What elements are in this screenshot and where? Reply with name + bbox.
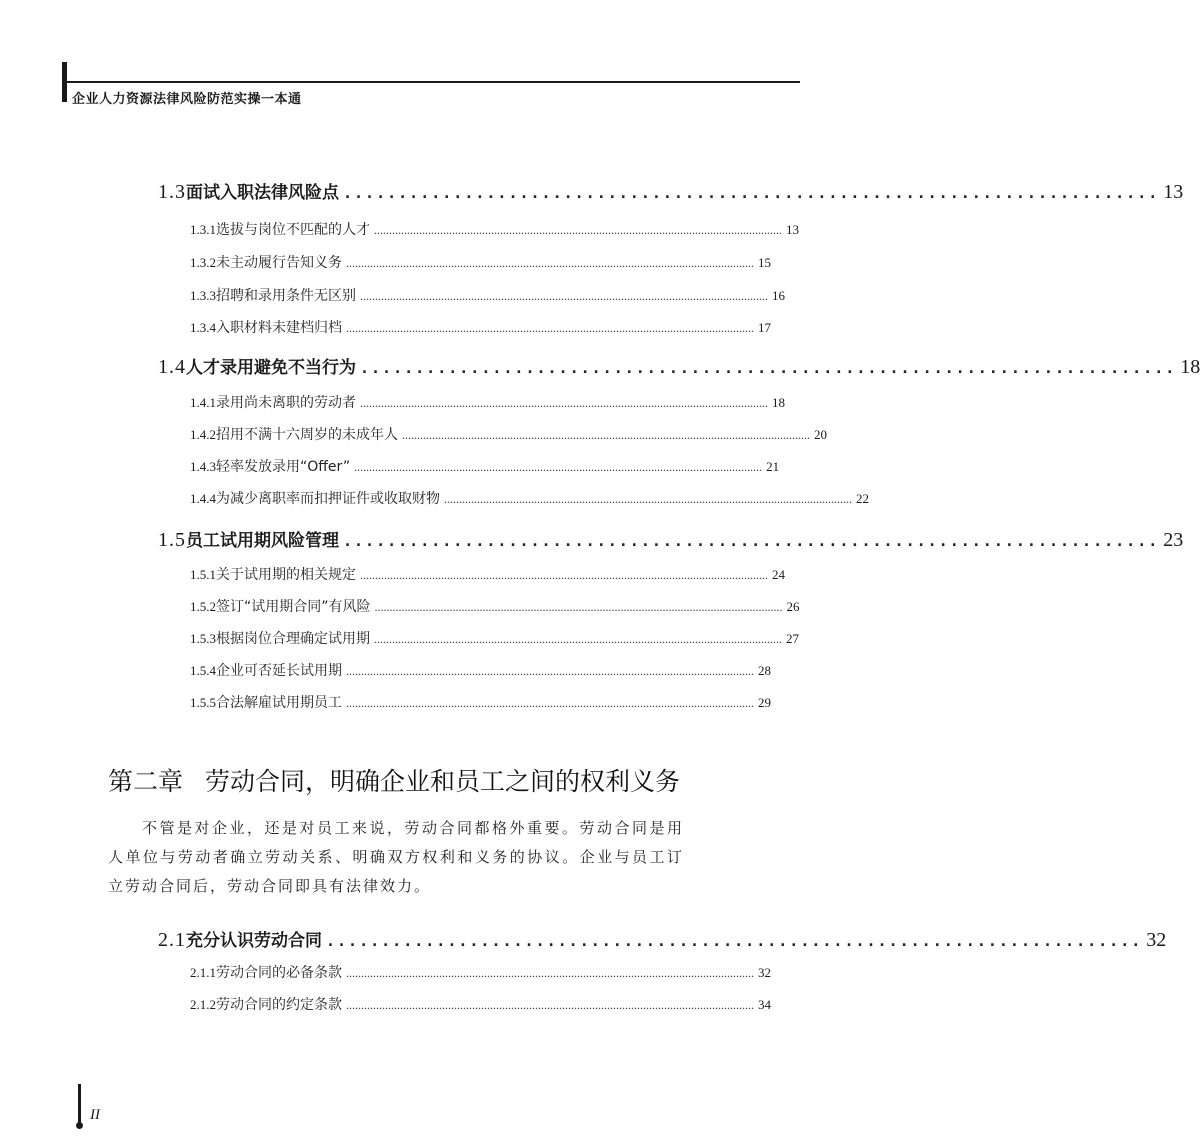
chapter-number: 第二章 — [108, 767, 184, 796]
toc-page: 16 — [772, 288, 785, 303]
toc-page: 18 — [772, 395, 785, 410]
toc-title: 签订“试用期合同”有风险 — [216, 599, 371, 615]
toc-title: 关于试用期的相关规定 — [216, 567, 356, 583]
toc-title: 员工试用期风险管理 — [186, 531, 339, 551]
footer-dot — [76, 1122, 83, 1129]
toc-leader: ........................................................................................................................................ — [374, 223, 782, 237]
toc-section-1-5-2[interactable] — [190, 596, 800, 616]
toc-number: 1.4.4 — [190, 491, 216, 506]
toc-page: 34 — [758, 997, 771, 1012]
toc-leader: .......................................................................... — [343, 184, 1160, 202]
toc-section-1-3-3[interactable] — [190, 285, 785, 305]
toc-page: 29 — [758, 695, 771, 710]
toc-leader: ........................................................................................................................................ — [402, 428, 810, 442]
toc-page: 32 — [1146, 929, 1167, 951]
toc-leader: ........................................................................................................................................ — [346, 321, 754, 335]
toc-leader: .......................................................................... — [360, 359, 1177, 377]
toc-title: 招用不满十六周岁的未成年人 — [216, 427, 398, 443]
toc-number: 2.1.2 — [190, 997, 216, 1012]
toc-leader: ........................................................................................................................................ — [360, 568, 768, 582]
toc-page: 13 — [1163, 181, 1184, 203]
toc-number: 1.4.3 — [190, 459, 216, 474]
toc-leader: ........................................................................................................................................ — [444, 492, 852, 506]
toc-page: 32 — [758, 965, 771, 980]
toc-number: 2.1 — [158, 929, 186, 951]
toc-section-1-3-2[interactable] — [190, 252, 771, 272]
toc-page: 23 — [1163, 529, 1184, 551]
page-number: II — [90, 1107, 100, 1123]
toc-title: 未主动履行告知义务 — [216, 255, 342, 271]
toc-number: 1.4.2 — [190, 427, 216, 442]
toc-section-1-4[interactable] — [158, 353, 1200, 379]
toc-number: 1.3 — [158, 181, 186, 203]
toc-number: 1.5.2 — [190, 599, 216, 614]
toc-section-2-1-2[interactable] — [190, 994, 771, 1014]
toc-section-1-4-2[interactable] — [190, 424, 827, 444]
toc-title: 录用尚未离职的劳动者 — [216, 395, 356, 411]
toc-leader: .......................................................................... — [326, 932, 1143, 950]
chapter-intro: 不管是对企业，还是对员工来说，劳动合同都格外重要。劳动合同是用人单位与劳动者确立劳动关系、明确双方权利和义务的协议。企业与员工订立劳动合同后，劳动合同即具有法律效力。 — [108, 819, 684, 895]
toc-title: 根据岗位合理确定试用期 — [216, 631, 370, 647]
toc-number: 1.5.4 — [190, 663, 216, 678]
running-header-title: 企业人力资源法律风险防范实操一本通 — [72, 92, 302, 107]
toc-leader: ........................................................................................................................................ — [354, 460, 763, 474]
toc-number: 1.3.1 — [190, 222, 216, 237]
toc-leader: ........................................................................................................................................ — [346, 256, 754, 270]
toc-section-1-3-4[interactable] — [190, 317, 771, 337]
toc-leader: ........................................................................................................................................ — [374, 600, 783, 614]
toc-number: 1.5 — [158, 529, 186, 551]
toc-section-1-3-1[interactable] — [190, 219, 799, 239]
toc-page: 22 — [856, 491, 869, 506]
toc-number: 1.3.3 — [190, 288, 216, 303]
toc-section-1-4-3[interactable] — [190, 456, 780, 476]
toc-number: 1.5.1 — [190, 567, 216, 582]
toc-leader: ........................................................................................................................................ — [346, 696, 754, 710]
toc-leader: ........................................................................................................................................ — [360, 396, 768, 410]
toc-leader: .......................................................................... — [343, 532, 1160, 550]
toc-section-2-1-1[interactable] — [190, 962, 771, 982]
toc-number: 2.1.1 — [190, 965, 216, 980]
toc-title: 面试入职法律风险点 — [186, 183, 339, 203]
toc-title: 轻率发放录用“Offer” — [216, 459, 351, 475]
toc-title: 招聘和录用条件无区别 — [216, 288, 356, 304]
toc-leader: ........................................................................................................................................ — [346, 998, 754, 1012]
toc-section-1-5[interactable] — [158, 526, 1184, 552]
toc-leader: ........................................................................................................................................ — [346, 966, 754, 980]
toc-page: 17 — [758, 320, 771, 335]
toc-number: 1.4.1 — [190, 395, 216, 410]
toc-page: 27 — [786, 631, 799, 646]
toc-title: 劳动合同的必备条款 — [216, 965, 342, 981]
chapter-heading[interactable] — [108, 762, 680, 798]
toc-section-1-5-4[interactable] — [190, 660, 771, 680]
toc-section-1-4-4[interactable] — [190, 488, 869, 508]
toc-number: 1.4 — [158, 356, 186, 378]
toc-section-1-3[interactable] — [158, 178, 1184, 204]
toc-number: 1.5.3 — [190, 631, 216, 646]
toc-page: 18 — [1180, 356, 1200, 378]
toc-leader: ........................................................................................................................................ — [360, 289, 768, 303]
toc-title: 充分认识劳动合同 — [186, 931, 322, 951]
toc-title: 选拔与岗位不匹配的人才 — [216, 222, 370, 238]
toc-page: 28 — [758, 663, 771, 678]
toc-page: 21 — [766, 459, 780, 474]
toc-title: 为减少离职率而扣押证件或收取财物 — [216, 491, 440, 507]
chapter-title: 劳动合同，明确企业和员工之间的权利义务 — [205, 767, 681, 796]
toc-title: 劳动合同的约定条款 — [216, 997, 342, 1013]
toc-title: 合法解雇试用期员工 — [216, 695, 342, 711]
toc-title: 人才录用避免不当行为 — [186, 358, 356, 378]
toc-section-1-5-3[interactable] — [190, 628, 799, 648]
toc-section-1-5-1[interactable] — [190, 564, 785, 584]
toc-page: 15 — [758, 255, 771, 270]
toc-page: 13 — [786, 222, 799, 237]
toc-title: 入职材料未建档归档 — [216, 320, 342, 336]
toc-page: 26 — [786, 599, 800, 614]
toc-page: 24 — [772, 567, 785, 582]
toc-section-1-4-1[interactable] — [190, 392, 785, 412]
toc-section-2-1[interactable] — [158, 926, 1167, 952]
toc-leader: ........................................................................................................................................ — [374, 632, 782, 646]
toc-number: 1.3.4 — [190, 320, 216, 335]
toc-number: 1.3.2 — [190, 255, 216, 270]
toc-section-1-5-5[interactable] — [190, 692, 771, 712]
toc-title: 企业可否延长试用期 — [216, 663, 342, 679]
toc-page: 20 — [814, 427, 827, 442]
toc-number: 1.5.5 — [190, 695, 216, 710]
toc-leader: ........................................................................................................................................ — [346, 664, 754, 678]
